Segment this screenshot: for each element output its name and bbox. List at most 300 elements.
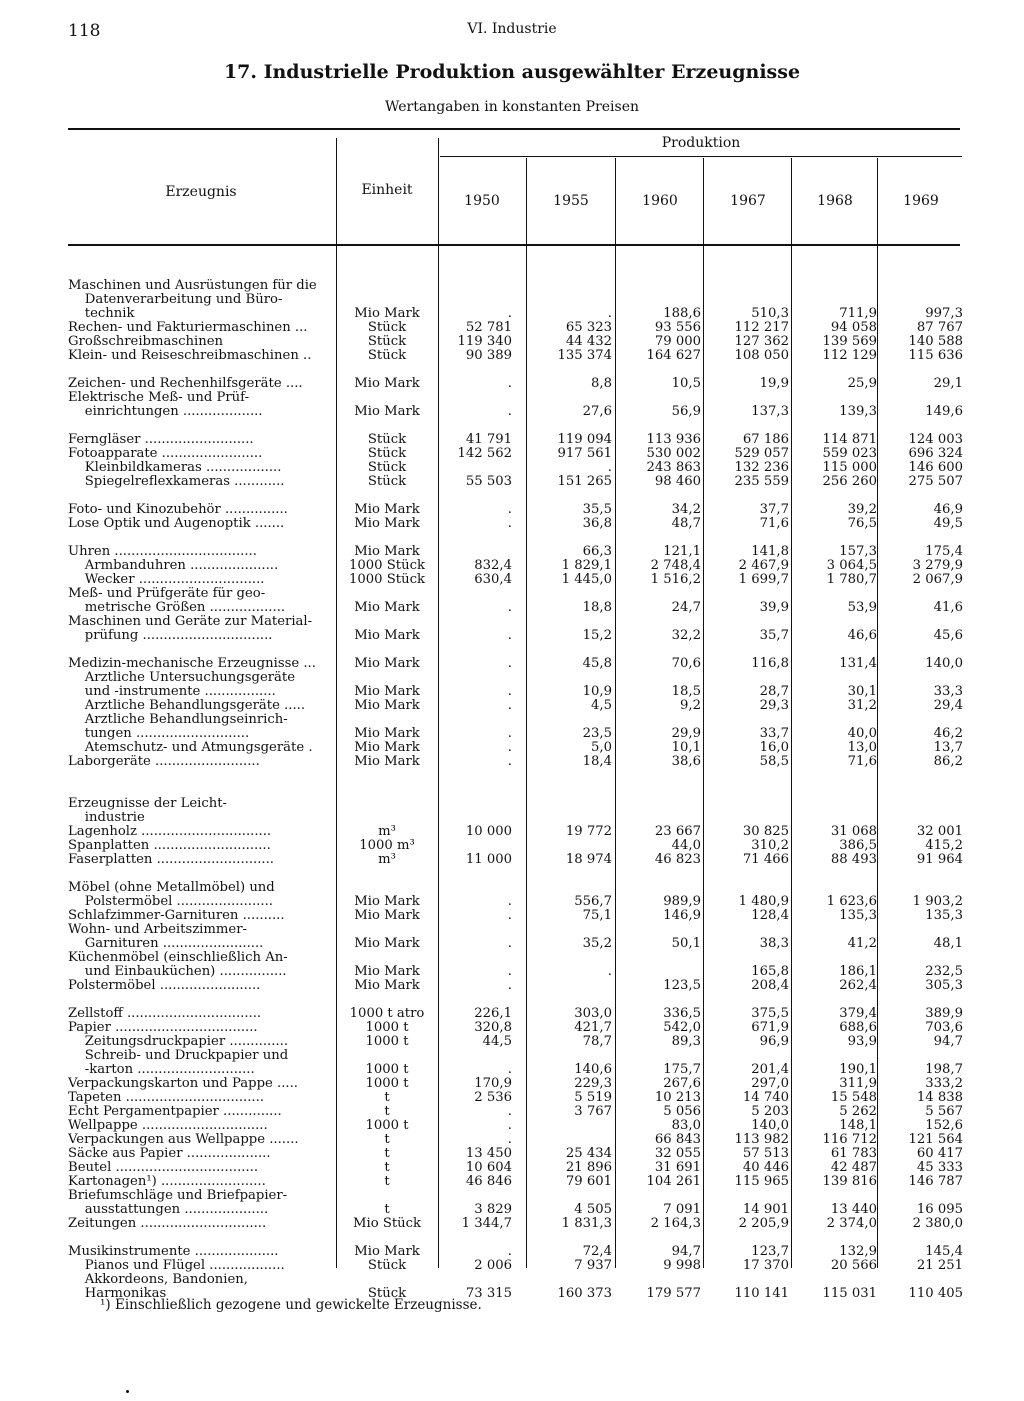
row-unit: Stück	[367, 334, 407, 349]
value-cell-1960	[615, 391, 701, 405]
value-cell-1960: 530 002	[646, 446, 701, 461]
value-cell-1950: 46 846	[465, 1174, 512, 1189]
value-cell-1968: 256 260	[822, 474, 877, 489]
row-label: Medizin-mechanische Erzeugnisse ...	[68, 657, 316, 671]
row-unit	[338, 1049, 436, 1063]
value-cell-1967	[703, 1189, 789, 1203]
value-cell-1969	[877, 293, 963, 307]
value-cell-1967: 113 982	[734, 1132, 789, 1147]
value-cell-1955: 151 265	[557, 474, 612, 489]
value-cell-1969: 415,2	[925, 838, 963, 853]
value-cell-1950	[426, 671, 512, 685]
value-cell-1960: 2 748,4	[650, 558, 701, 573]
row-unit: Stück	[367, 1286, 407, 1301]
year-header-1960: 1960	[642, 193, 678, 209]
table-row	[0, 531, 1024, 545]
value-cell-1955: 556,7	[574, 894, 612, 909]
value-cell-1969: 2 067,9	[912, 572, 963, 587]
value-cell-1960	[615, 1273, 701, 1287]
value-cell-1968	[791, 643, 877, 657]
table-row	[0, 1133, 1024, 1147]
row-label: Briefumschläge und Briefpapier-	[68, 1189, 288, 1203]
value-cell-1955: 4,5	[591, 698, 612, 713]
value-cell-1960	[615, 867, 701, 881]
value-cell-1968: 116 712	[822, 1132, 877, 1147]
value-cell-1955: 4 505	[574, 1202, 612, 1217]
row-label	[68, 419, 330, 433]
value-cell-1969: 48,1	[933, 936, 963, 951]
value-cell-1968: 115 031	[822, 1286, 877, 1301]
table-row	[0, 727, 1024, 741]
value-cell-1967: 71,6	[759, 516, 789, 531]
row-unit: 1000 t	[365, 1034, 409, 1049]
value-cell-1968: 559 023	[822, 446, 877, 461]
value-cell-1950: 10 000	[465, 824, 512, 839]
value-cell-1950	[426, 279, 512, 293]
value-cell-1967: 128,4	[751, 908, 789, 923]
value-cell-1967: 116,8	[751, 656, 789, 671]
row-unit: 1000 Stück	[349, 558, 425, 573]
table-row	[0, 643, 1024, 657]
value-cell-1950: .	[507, 894, 512, 909]
value-cell-1967: 67 186	[742, 432, 789, 447]
table-row	[0, 307, 1024, 321]
value-cell-1968: 76,5	[847, 516, 877, 531]
value-cell-1969	[877, 671, 963, 685]
value-cell-1969: 175,4	[925, 544, 963, 559]
value-cell-1967: 2 205,9	[738, 1216, 789, 1231]
value-cell-1969	[877, 615, 963, 629]
table-row	[0, 769, 1024, 783]
value-cell-1968: 386,5	[839, 838, 877, 853]
row-label: Datenverarbeitung und Büro-	[68, 293, 283, 307]
row-label: Tapeten .................................	[68, 1091, 265, 1105]
row-unit: Mio Mark	[354, 754, 420, 769]
row-label: Ärztliche Behandlungseinrich-	[68, 713, 288, 727]
value-cell-1968: 13 440	[830, 1202, 877, 1217]
table-row	[0, 993, 1024, 1007]
value-cell-1955: .	[607, 964, 612, 979]
value-cell-1960: 104 261	[646, 1174, 701, 1189]
row-label: Harmonikas	[68, 1287, 167, 1301]
value-cell-1950: 630,4	[474, 572, 512, 587]
row-label: metrische Größen ..................	[68, 601, 286, 615]
value-cell-1955: 45,8	[582, 656, 612, 671]
value-cell-1969: 140 588	[908, 334, 963, 349]
table-row	[0, 419, 1024, 433]
row-unit: 1000 t	[365, 1076, 409, 1091]
value-cell-1955: 229,3	[574, 1076, 612, 1091]
value-cell-1950: .	[507, 306, 512, 321]
value-cell-1950	[426, 951, 512, 965]
row-unit: Stück	[367, 474, 407, 489]
value-cell-1955: 1 445,0	[561, 572, 612, 587]
row-label: Verpackungen aus Wellpappe .......	[68, 1133, 299, 1147]
row-label: Fotoapparate ........................	[68, 447, 263, 461]
table-row	[0, 503, 1024, 517]
row-label: Säcke aus Papier ....................	[68, 1147, 271, 1161]
value-cell-1960: 44,0	[671, 838, 701, 853]
value-cell-1969	[877, 587, 963, 601]
value-cell-1968	[791, 951, 877, 965]
value-cell-1969: 45,6	[933, 628, 963, 643]
table-subtitle: Wertangaben in konstanten Preisen	[384, 99, 640, 115]
value-cell-1960: 38,6	[671, 754, 701, 769]
value-cell-1967: 19,9	[759, 376, 789, 391]
value-cell-1967	[703, 993, 789, 1007]
value-cell-1967	[703, 923, 789, 937]
value-cell-1967: 17 370	[742, 1258, 789, 1273]
value-cell-1950: 90 389	[465, 348, 512, 363]
value-cell-1967	[703, 811, 789, 825]
value-cell-1968	[791, 713, 877, 727]
value-cell-1967	[703, 713, 789, 727]
value-cell-1969: 115 636	[908, 348, 963, 363]
value-cell-1968: 262,4	[839, 978, 877, 993]
table-row	[0, 713, 1024, 727]
value-cell-1967: 16,0	[759, 740, 789, 755]
table-row	[0, 895, 1024, 909]
row-label: Maschinen und Geräte zur Material-	[68, 615, 313, 629]
row-label: Zeitungen ..............................	[68, 1217, 267, 1231]
value-cell-1968: 20 566	[830, 1258, 877, 1273]
value-cell-1968: 190,1	[839, 1062, 877, 1077]
row-unit	[338, 797, 436, 811]
row-unit: Stück	[367, 348, 407, 363]
value-cell-1969: 146 600	[908, 460, 963, 475]
row-unit: t	[384, 1202, 390, 1217]
row-label	[68, 643, 330, 657]
value-cell-1967: 137,3	[751, 404, 789, 419]
value-cell-1950	[426, 293, 512, 307]
value-cell-1950: .	[507, 376, 512, 391]
row-unit: Mio Mark	[354, 1244, 420, 1259]
year-header-1955: 1955	[553, 193, 589, 209]
value-cell-1950	[426, 531, 512, 545]
value-cell-1968: 53,9	[847, 600, 877, 615]
value-cell-1955: 15,2	[582, 628, 612, 643]
value-cell-1955	[526, 531, 612, 545]
table-row	[0, 1175, 1024, 1189]
value-cell-1955: 135 374	[557, 348, 612, 363]
table-row	[0, 405, 1024, 419]
value-cell-1969: 997,3	[925, 306, 963, 321]
row-label: Atemschutz- und Atmungsgeräte .	[68, 741, 313, 755]
value-cell-1960: 267,6	[663, 1076, 701, 1091]
value-cell-1955	[526, 643, 612, 657]
row-label: Ferngläser ..........................	[68, 433, 254, 447]
value-cell-1960: 18,5	[671, 684, 701, 699]
value-cell-1960	[615, 279, 701, 293]
value-cell-1968: 139 569	[822, 334, 877, 349]
value-cell-1955: .	[607, 460, 612, 475]
row-label: industrie	[68, 811, 145, 825]
value-cell-1968: 94 058	[830, 320, 877, 335]
row-label: Akkordeons, Bandonien,	[68, 1273, 248, 1287]
row-unit	[338, 531, 436, 545]
value-cell-1969: 13,7	[933, 740, 963, 755]
table-row	[0, 951, 1024, 965]
row-label: Erzeugnisse der Leicht-	[68, 797, 228, 811]
row-label: Polstermöbel .......................	[68, 895, 273, 909]
row-unit: 1000 t atro	[349, 1006, 425, 1021]
row-unit	[338, 419, 436, 433]
value-cell-1960	[615, 797, 701, 811]
row-label	[68, 867, 330, 881]
value-cell-1955	[526, 811, 612, 825]
value-cell-1968	[791, 811, 877, 825]
table-row	[0, 433, 1024, 447]
print-speck	[126, 1390, 129, 1393]
table-row	[0, 1259, 1024, 1273]
value-cell-1955	[526, 1049, 612, 1063]
year-header-1950: 1950	[464, 193, 500, 209]
value-cell-1950: .	[507, 1244, 512, 1259]
value-cell-1950: 1 344,7	[461, 1216, 512, 1231]
value-cell-1968	[791, 1049, 877, 1063]
value-cell-1955	[526, 671, 612, 685]
value-cell-1960: 23 667	[654, 824, 701, 839]
year-header-1969: 1969	[903, 193, 939, 209]
value-cell-1969: 91 964	[916, 852, 963, 867]
value-cell-1969: 1 903,2	[912, 894, 963, 909]
value-cell-1968	[791, 615, 877, 629]
column-header-unit: Einheit	[361, 182, 413, 198]
value-cell-1967: 127 362	[734, 334, 789, 349]
value-cell-1968: 39,2	[847, 502, 877, 517]
value-cell-1968: 186,1	[839, 964, 877, 979]
table-row	[0, 559, 1024, 573]
value-cell-1950	[426, 1231, 512, 1245]
value-cell-1950: .	[507, 1062, 512, 1077]
value-cell-1955: 10,9	[582, 684, 612, 699]
row-unit	[338, 279, 436, 293]
value-cell-1955: 18,8	[582, 600, 612, 615]
table-row	[0, 1231, 1024, 1245]
row-label: und Einbauküchen) ................	[68, 965, 287, 979]
value-cell-1955	[526, 1231, 612, 1245]
row-label	[68, 531, 330, 545]
value-cell-1969: 60 417	[916, 1146, 963, 1161]
value-cell-1967	[703, 489, 789, 503]
value-cell-1967	[703, 363, 789, 377]
table-row	[0, 853, 1024, 867]
value-cell-1960: 89,3	[671, 1034, 701, 1049]
value-cell-1950: .	[507, 908, 512, 923]
row-label: Möbel (ohne Metallmöbel) und	[68, 881, 275, 895]
table-row	[0, 475, 1024, 489]
row-label	[68, 993, 330, 1007]
value-cell-1960: 5 056	[663, 1104, 701, 1119]
value-cell-1955: 21 896	[565, 1160, 612, 1175]
row-unit: t	[384, 1090, 390, 1105]
row-unit: Mio Mark	[354, 628, 420, 643]
row-unit	[338, 993, 436, 1007]
year-header-1968: 1968	[817, 193, 853, 209]
value-cell-1950	[426, 993, 512, 1007]
row-unit: Mio Mark	[354, 740, 420, 755]
value-cell-1950	[426, 545, 512, 559]
value-cell-1967	[703, 615, 789, 629]
value-cell-1967: 201,4	[751, 1062, 789, 1077]
value-cell-1967: 235 559	[734, 474, 789, 489]
value-cell-1968: 311,9	[839, 1076, 877, 1091]
value-cell-1967	[703, 671, 789, 685]
row-label: ausstattungen ....................	[68, 1203, 269, 1217]
value-cell-1968: 15 548	[830, 1090, 877, 1105]
value-cell-1950: .	[507, 754, 512, 769]
value-cell-1950	[426, 643, 512, 657]
value-cell-1967: 112 217	[734, 320, 789, 335]
table-top-rule	[68, 128, 960, 130]
value-cell-1969: 145,4	[925, 1244, 963, 1259]
value-cell-1960: 70,6	[671, 656, 701, 671]
value-cell-1969: 146 787	[908, 1174, 963, 1189]
row-label: prüfung ...............................	[68, 629, 273, 643]
value-cell-1968: 131,4	[839, 656, 877, 671]
row-label: Garnituren ........................	[68, 937, 264, 951]
value-cell-1955	[526, 839, 612, 853]
table-row	[0, 349, 1024, 363]
chapter-heading: VI. Industrie	[467, 21, 557, 37]
table-row	[0, 1147, 1024, 1161]
row-label: Papier ..................................	[68, 1021, 258, 1035]
row-label: Zellstoff ................................	[68, 1007, 262, 1021]
row-label: Spiegelreflexkameras ............	[68, 475, 285, 489]
row-label: Foto- und Kinozubehör ...............	[68, 503, 288, 517]
value-cell-1955: 917 561	[557, 446, 612, 461]
value-cell-1955: 65 323	[565, 320, 612, 335]
row-unit: 1000 t	[365, 1118, 409, 1133]
value-cell-1955	[526, 867, 612, 881]
row-unit: t	[384, 1104, 390, 1119]
value-cell-1968: 40,0	[847, 726, 877, 741]
table-row	[0, 363, 1024, 377]
value-cell-1960: 9 998	[663, 1258, 701, 1273]
value-cell-1960: 46 823	[654, 852, 701, 867]
row-label: -karton ............................	[68, 1063, 255, 1077]
table-body	[0, 279, 1024, 1301]
row-label: einrichtungen ...................	[68, 405, 263, 419]
row-unit	[338, 293, 436, 307]
value-cell-1950: 3 829	[474, 1202, 512, 1217]
value-cell-1968: 30,1	[847, 684, 877, 699]
value-cell-1968: 88 493	[830, 852, 877, 867]
value-cell-1969: 275 507	[908, 474, 963, 489]
value-cell-1969	[877, 1049, 963, 1063]
table-row	[0, 965, 1024, 979]
row-unit: t	[384, 1174, 390, 1189]
value-cell-1960: 31 691	[654, 1160, 701, 1175]
value-cell-1960: 542,0	[663, 1020, 701, 1035]
value-cell-1968	[791, 489, 877, 503]
value-cell-1969: 333,2	[925, 1076, 963, 1091]
row-unit: Mio Mark	[354, 964, 420, 979]
row-label: Uhren ..................................	[68, 545, 257, 559]
value-cell-1968: 25,9	[847, 376, 877, 391]
value-cell-1968: 135,3	[839, 908, 877, 923]
value-cell-1955: 421,7	[574, 1020, 612, 1035]
row-unit: t	[384, 1146, 390, 1161]
value-cell-1960: 79 000	[654, 334, 701, 349]
value-cell-1967: 115 965	[734, 1174, 789, 1189]
value-cell-1967: 37,7	[759, 502, 789, 517]
value-cell-1955: 3 767	[574, 1104, 612, 1119]
value-cell-1968: 61 783	[830, 1146, 877, 1161]
value-cell-1960	[615, 811, 701, 825]
value-cell-1967	[703, 531, 789, 545]
value-cell-1960	[615, 1231, 701, 1245]
value-cell-1960	[615, 531, 701, 545]
row-label: Polstermöbel ........................	[68, 979, 261, 993]
row-label: Kartonagen¹) .........................	[68, 1175, 266, 1189]
value-cell-1969	[877, 391, 963, 405]
value-cell-1968	[791, 419, 877, 433]
value-cell-1969: 49,5	[933, 516, 963, 531]
row-unit	[338, 769, 436, 783]
value-cell-1969	[877, 643, 963, 657]
row-label: Schreib- und Druckpapier und	[68, 1049, 289, 1063]
value-cell-1950	[426, 1049, 512, 1063]
value-cell-1967	[703, 797, 789, 811]
value-cell-1967: 310,2	[751, 838, 789, 853]
value-cell-1960: 32 055	[654, 1146, 701, 1161]
value-cell-1967: 110 141	[734, 1286, 789, 1301]
value-cell-1968: 46,6	[847, 628, 877, 643]
value-cell-1969: 703,6	[925, 1020, 963, 1035]
value-cell-1955	[526, 419, 612, 433]
value-cell-1950: .	[507, 516, 512, 531]
value-cell-1968	[791, 769, 877, 783]
value-cell-1960	[615, 923, 701, 937]
table-row	[0, 321, 1024, 335]
value-cell-1950: 10 604	[465, 1160, 512, 1175]
value-cell-1950: 55 503	[465, 474, 512, 489]
value-cell-1960	[615, 783, 701, 797]
table-row	[0, 685, 1024, 699]
row-label: und -instrumente .................	[68, 685, 276, 699]
value-cell-1968	[791, 671, 877, 685]
value-cell-1969	[877, 531, 963, 545]
row-unit	[338, 867, 436, 881]
value-cell-1967	[703, 881, 789, 895]
value-cell-1955: 140,6	[574, 1062, 612, 1077]
table-row	[0, 279, 1024, 293]
value-cell-1967: 510,3	[751, 306, 789, 321]
table-title: 17. Industrielle Produktion ausgewählter Erzeugnisse	[223, 61, 801, 83]
value-cell-1960: 34,2	[671, 502, 701, 517]
value-cell-1968: 31,2	[847, 698, 877, 713]
row-label: Zeichen- und Rechenhilfsgeräte ....	[68, 377, 303, 391]
value-cell-1960	[615, 881, 701, 895]
row-label: Laborgeräte .........................	[68, 755, 260, 769]
value-cell-1969: 389,9	[925, 1006, 963, 1021]
value-cell-1969	[877, 923, 963, 937]
value-cell-1967: 123,7	[751, 1244, 789, 1259]
value-cell-1967: 5 203	[751, 1104, 789, 1119]
row-unit	[338, 923, 436, 937]
table-row	[0, 447, 1024, 461]
value-cell-1955	[526, 489, 612, 503]
value-cell-1950	[426, 587, 512, 601]
value-cell-1969: 94,7	[933, 1034, 963, 1049]
value-cell-1969: 46,2	[933, 726, 963, 741]
value-cell-1960: 113 936	[646, 432, 701, 447]
value-cell-1967: 71 466	[742, 852, 789, 867]
table-row	[0, 979, 1024, 993]
value-cell-1969: 41,6	[933, 600, 963, 615]
value-cell-1950	[426, 881, 512, 895]
